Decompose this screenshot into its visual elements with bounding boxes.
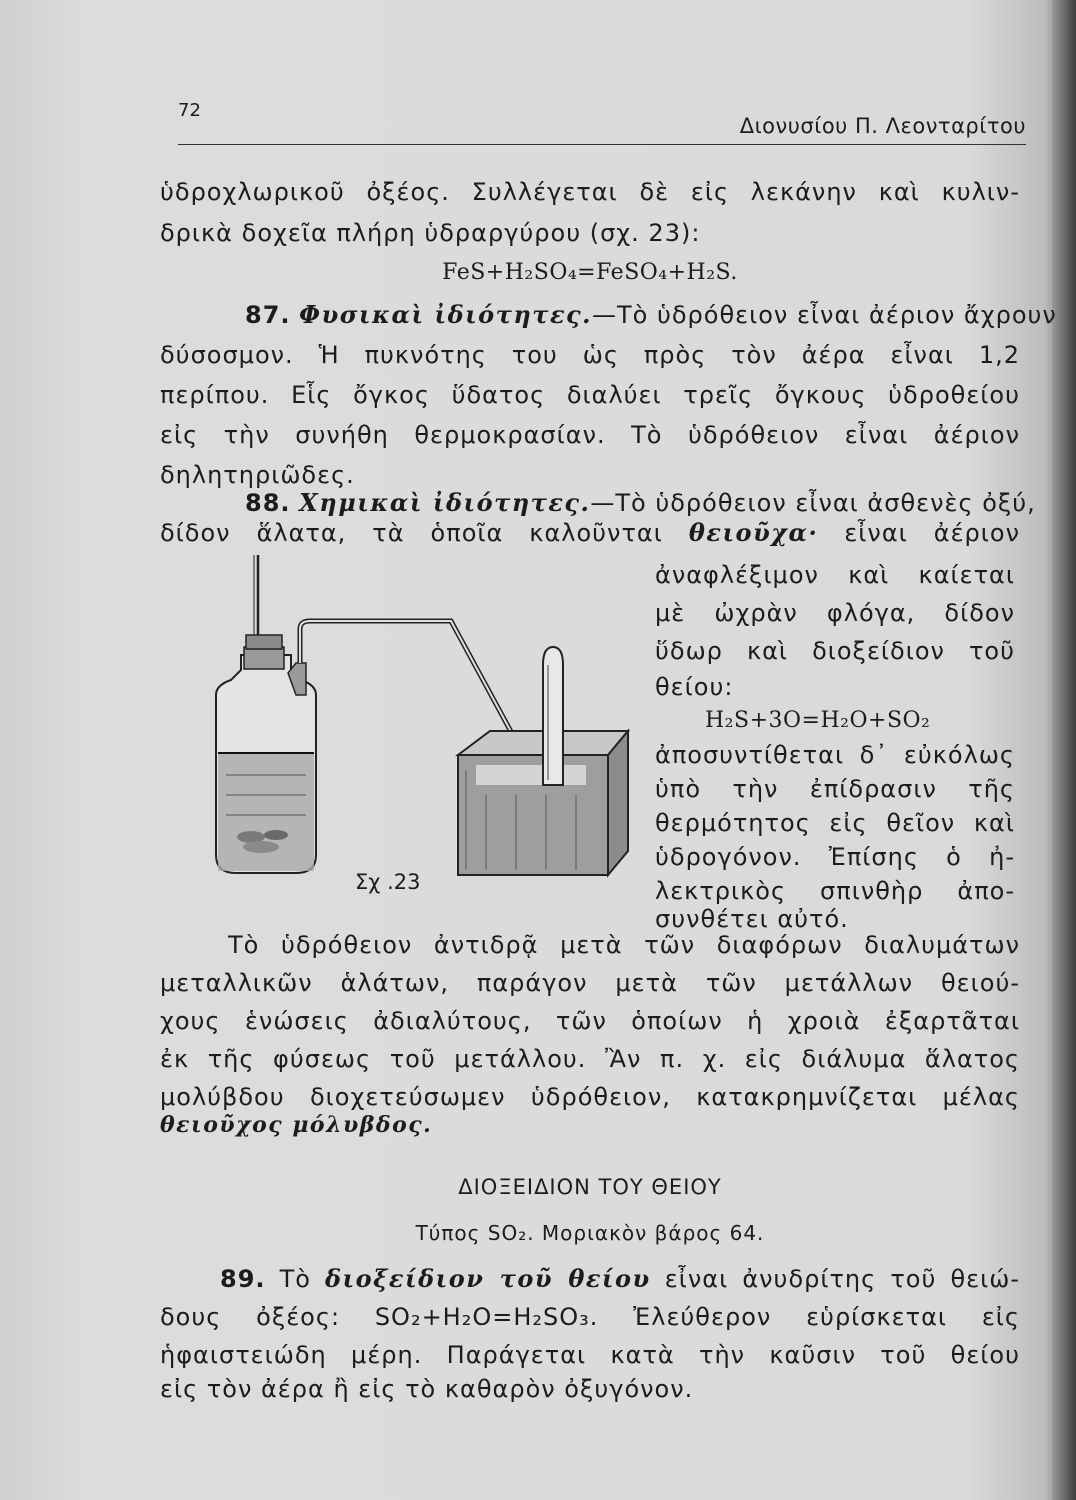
text-span: εἶναι ἀνυδρίτης τοῦ θειώ- [664, 1265, 1020, 1293]
text-span: Τὸ [279, 1265, 311, 1293]
paragraph-number: 89. [220, 1265, 266, 1293]
apparatus-illustration [196, 555, 636, 905]
text-line: δους ὀξέος: SO₂+H₂O=H₂SO₃. Ἐλεύθερον εὑρίσκεται εἰς [160, 1303, 1020, 1331]
text-line: ὑδρογόνον. Ἐπίσης ὁ ἠ- [655, 843, 1015, 871]
text-line: δηλητηριῶδες. [160, 461, 355, 489]
page-number: 72 [178, 100, 201, 121]
paragraph-88-first-line [245, 488, 1036, 518]
text-line: συνθέτει αὐτό. [655, 905, 849, 933]
text-line: λεκτρικὸς σπινθὴρ ἀπο- [655, 877, 1015, 905]
paragraph-heading: Φυσικαὶ ἰδιότητες. [299, 300, 592, 329]
figure-apparatus [196, 555, 636, 905]
text-line: θείου: [655, 673, 734, 701]
formula-line: Τύπος SO₂. Μοριακὸν βάρος 64. [415, 1221, 765, 1245]
italic-term: θειοῦχα· [688, 518, 819, 547]
text-line: χους ἑνώσεις ἀδιαλύτους, τῶν ὁποίων ἡ χροιὰ ἐξαρτᾶται [160, 1007, 1020, 1035]
text-line: εἰς τὸν ἀέρα ἢ εἰς τὸ καθαρὸν ὀξυγόνον. [160, 1375, 694, 1403]
paragraph-87-first-line [245, 300, 1057, 330]
text-line: μεταλλικῶν ἁλάτων, παράγον μετὰ τῶν μετάλλων θειού- [160, 969, 1020, 997]
page-header [178, 100, 1026, 145]
section-title: ΔΙΟΞΕΙΔΙΟΝ ΤΟΥ ΘΕΙΟΥ [458, 1175, 722, 1199]
text-line: δρικὰ δοχεῖα πλήρη ὑδραργύρου (σχ. 23): [160, 219, 701, 247]
italic-term: θειοῦχος μόλυβδος. [160, 1112, 433, 1138]
running-head: Διονυσίου Π. Λεονταρίτου [739, 114, 1026, 138]
paragraph-heading: Χημικαὶ ἰδιότητες. [299, 488, 591, 517]
text-line: εἰς τὴν συνήθη θερμοκρασίαν. Τὸ ὑδρόθειον εἶναι ἀέριον [160, 421, 1020, 449]
text-line: περίπου. Εἷς ὄγκος ὕδατος διαλύει τρεῖς ὄγκους ὑδροθείου [160, 381, 1020, 409]
paragraph-89-first-line [220, 1264, 1020, 1294]
italic-term: διοξείδιον τοῦ θείου [325, 1264, 651, 1293]
text-line: ὑπὸ τὴν ἐπίδρασιν τῆς [655, 775, 1015, 803]
equation-h2s: H₂S+3O=H₂O+SO₂ [705, 708, 931, 733]
text-line: ὕδωρ καὶ διοξείδιον τοῦ [655, 637, 1015, 665]
text-span: —Τὸ ὑδρόθειον εἶναι ἀέριον ἄχρουν [592, 301, 1057, 329]
text-line: ἐκ τῆς φύσεως τοῦ μετάλλου. Ἂν π. χ. εἰς διάλυμα ἅλατος [160, 1045, 1020, 1073]
page-edge-shadow [1052, 0, 1076, 1500]
text-line: θερμότητος εἰς θεῖον καὶ [655, 809, 1015, 837]
text-span: εἶναι ἀέριον [844, 519, 1020, 547]
paragraph-number: 87. [245, 301, 291, 329]
text-line: ἡφαιστειώδη μέρη. Παράγεται κατὰ τὴν καῦσιν τοῦ θείου [160, 1341, 1020, 1369]
text-span: —Τὸ ὑδρόθειον εἶναι ἀσθενὲς ὀξύ, [590, 489, 1036, 517]
text-line: δύσοσμον. Ἡ πυκνότης του ὡς πρὸς τὸν ἀέρα εἶναι 1,2 [160, 341, 1020, 369]
text-line: ἀποσυντίθεται δ᾽ εὐκόλως [655, 741, 1015, 769]
text-line [160, 518, 1020, 548]
figure-caption: Σχ .23 [355, 870, 421, 894]
equation-fes: FeS+H₂SO₄=FeSO₄+H₂S. [442, 260, 738, 285]
text-line: μὲ ὠχρὰν φλόγα, δίδον [655, 599, 1015, 627]
text-line: μολύβδου διοχετεύσωμεν ὑδρόθειον, κατακρημνίζεται μέλας [160, 1083, 1020, 1111]
text-span: δίδον ἅλατα, τὰ ὁποῖα καλοῦνται [160, 519, 663, 547]
paragraph-number: 88. [245, 489, 291, 517]
text-line: ἀναφλέξιμον καὶ καίεται [655, 561, 1015, 589]
text-line: Τὸ ὑδρόθειον ἀντιδρᾷ μετὰ τῶν διαφόρων διαλυμάτων [228, 931, 1020, 959]
text-line: ὑδροχλωρικοῦ ὀξέος. Συλλέγεται δὲ εἰς λεκάνην καὶ κυλιν- [160, 178, 1020, 206]
